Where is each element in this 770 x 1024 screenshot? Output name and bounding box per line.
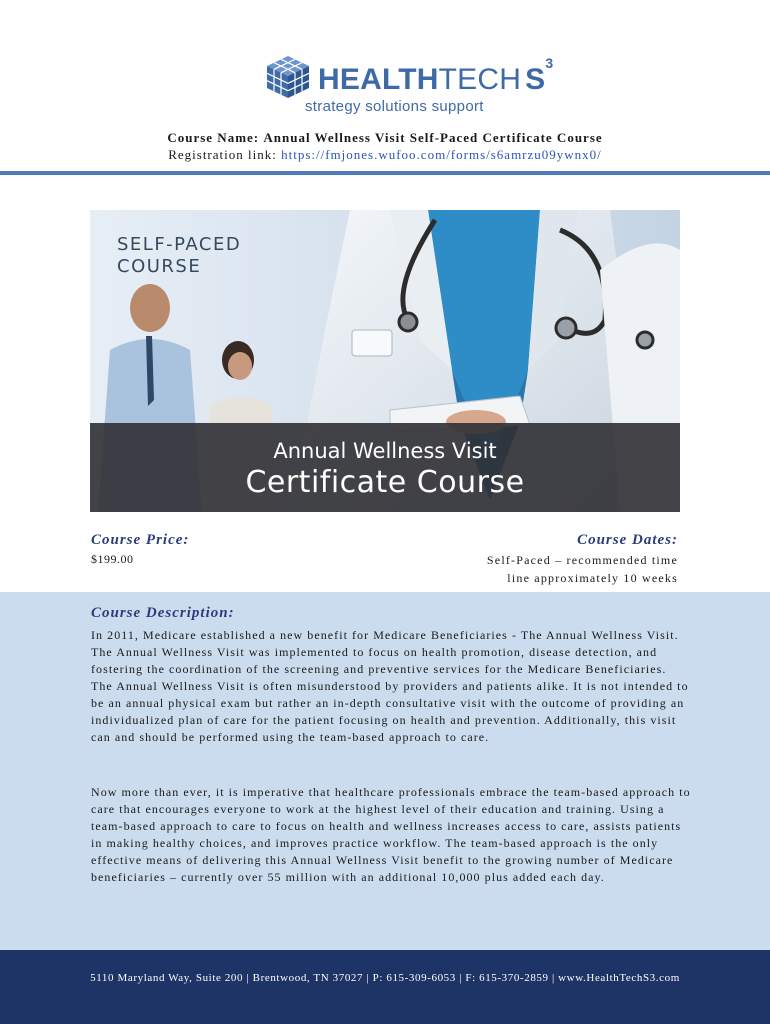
course-name-line — [0, 130, 770, 146]
course-name-value: Annual Wellness Visit Self-Paced Certificate Course — [263, 130, 603, 145]
self-paced-tag-line2: COURSE — [117, 256, 202, 277]
course-price-value: $199.00 — [91, 552, 134, 566]
logo-superscript: 3 — [545, 55, 554, 71]
registration-line — [0, 147, 770, 163]
course-description-heading: Course Description: — [91, 605, 235, 621]
registration-label: Registration link: — [168, 147, 277, 162]
logo-word-s: S — [525, 63, 546, 96]
course-price-heading: Course Price: — [91, 532, 190, 548]
logo-word-health: HEALTH — [318, 63, 439, 96]
banner-title-line2: Certificate Course — [245, 465, 525, 500]
course-dates-heading: Course Dates: — [577, 532, 678, 548]
course-dates-value — [438, 551, 678, 587]
logo-tagline: strategy solutions support — [305, 98, 484, 115]
course-dates-line2: line approximately 10 weeks — [507, 571, 678, 585]
banner-title-line1: Annual Wellness Visit — [273, 439, 497, 463]
footer-bar — [0, 950, 770, 1024]
healthtechs3-logo — [265, 52, 554, 122]
description-paragraph-2: Now more than ever, it is imperative that healthcare professionals embrace the team-based approach to care that encourages everyone to work at the highest level of their education and training. Using a team-based approach to care to focus on health and wellness increases access to care, assists patients in making healthy choices, and improves practice workflow. The team-based approach is the only effective means of delivering this Annual Wellness Visit benefit to the growing number of Medicare beneficiaries – currently over 55 million with an additional 10,000 plus added each day. — [91, 785, 691, 884]
course-dates-line1: Self-Paced – recommended time — [486, 553, 678, 567]
header-divider — [0, 171, 770, 175]
course-banner — [90, 210, 680, 512]
logo-wordmark — [318, 56, 553, 97]
logo-word-tech: TECH — [438, 63, 522, 96]
footer-contact-info: 5110 Maryland Way, Suite 200 | Brentwood, TN 37027 | P: 615-309-6053 | F: 615-370-2859 | www.HealthTechS3.com — [90, 972, 680, 984]
cube-logo-icon — [265, 54, 311, 100]
self-paced-tag — [117, 234, 241, 278]
description-paragraph-1: In 2011, Medicare established a new benefit for Medicare Beneficiaries - The Annual Wellness Visit. The Annual Wellness Visit was implemented to focus on health promotion, disease detection, and fostering the coordination of the screening and preventive services for the Medicare Beneficiaries. The Annual Wellness Visit is often misunderstood by providers and patients alike. It is not intended to be an annual physical exam but rather an in-depth consultative visit with the outcome of providing an individualized plan of care for the patient focusing on health and prevention. Additionally, this visit can and should be performed using the team-based approach to care. — [91, 628, 689, 744]
course-name-label: Course Name: — [167, 130, 260, 145]
registration-link[interactable]: https://fmjones.wufoo.com/forms/s6amrzu09ywnx0/ — [281, 147, 602, 162]
self-paced-tag-line1: SELF-PACED — [117, 234, 242, 255]
